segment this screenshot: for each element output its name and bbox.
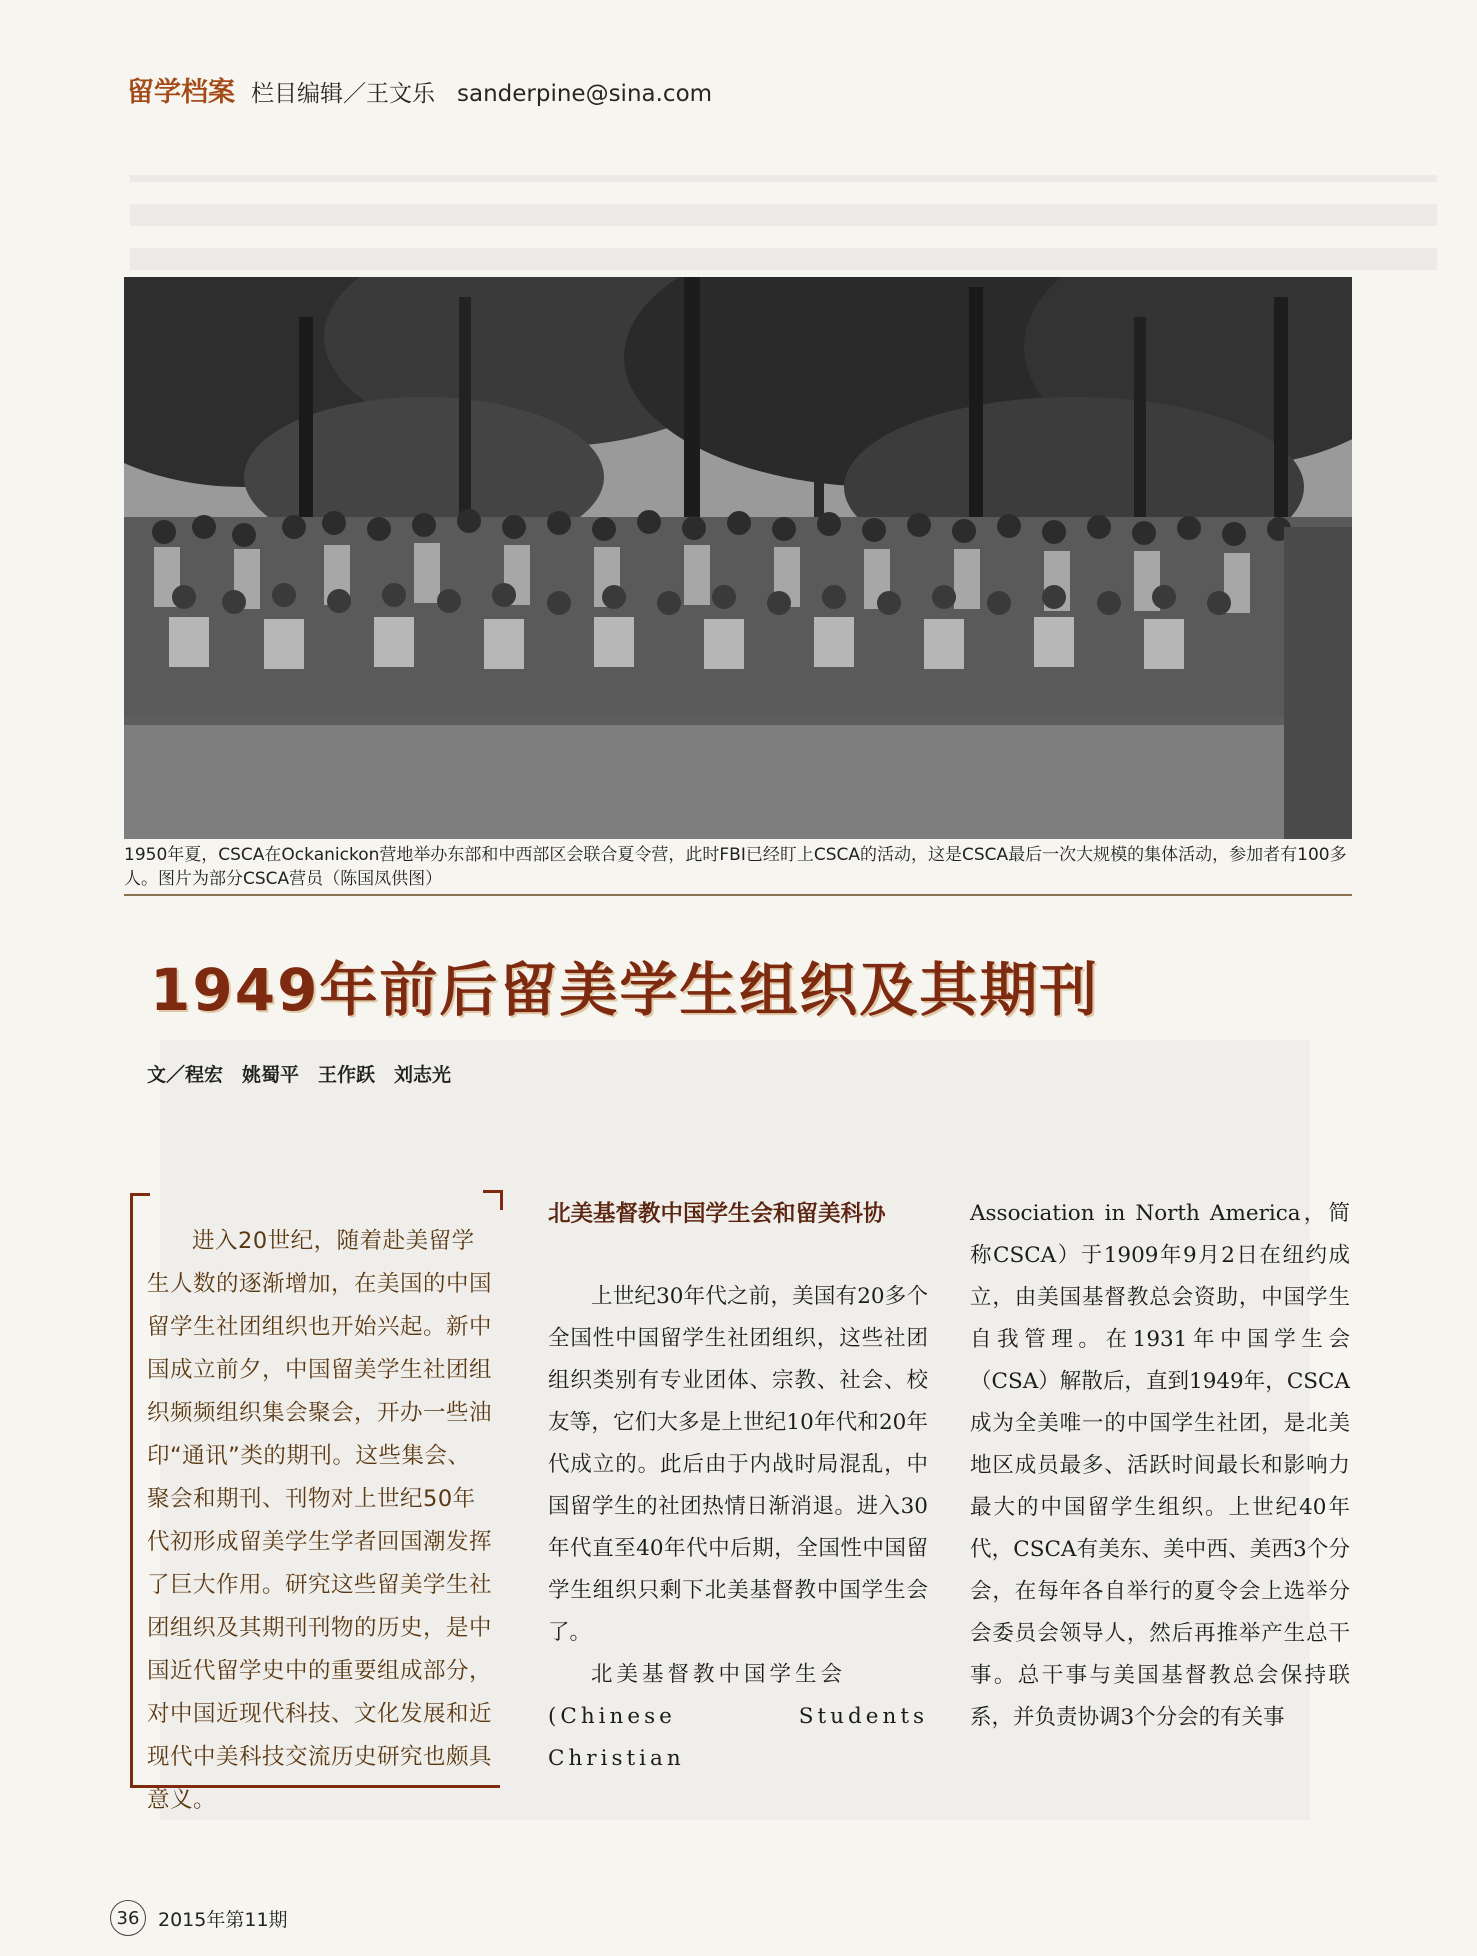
page-header [127, 70, 712, 114]
body-paragraph-lead: 北美基督教中国学生会 [591, 1662, 847, 1687]
body-column-1 [548, 1193, 928, 1780]
body-column-2 [970, 1193, 1350, 1739]
section-name: 留学档案 [127, 77, 235, 108]
issue-label: 2015年第11期 [158, 1908, 288, 1931]
abstract-corner [483, 1190, 503, 1210]
section-subheading: 北美基督教中国学生会和留美科协 [548, 1201, 886, 1227]
body-paragraph-continued: (Chinese Students Christian [548, 1704, 928, 1771]
abstract-text: 进入20世纪，随着赴美留学生人数的逐渐增加，在美国的中国留学生社团组织也开始兴起。新中国成立前夕，中国留美学生社团组织频频组织集会聚会，开办一些油印“通讯”类的期刊。这些集会、聚会和期刊、刊物对上世纪50年代初形成留美学生学者回国潮发挥了巨大作用。研究这些留美学生社团组织及其期刊刊物的历史，是中国近代留学史中的重要组成部分，对中国近现代科技、文化发展和近现代中美科技交流历史研究也颇具意义。 [147, 1228, 493, 1813]
body-paragraph: 上世纪30年代之前，美国有20多个全国性中国留学生社团组织，这些社团组织类别有专业团体、宗教、社会、校友等，它们大多是上世纪10年代和20年代成立的。此后由于内战时局混乱，中国留学生的社团热情日渐消退。进入30年代直至40年代中后期，全国性中国留学生组织只剩下北美基督教中国学生会了。 [548, 1284, 928, 1645]
body-paragraph: Association in North America，简称CSCA）于1909年9月2日在纽约成立，由美国基督教总会资助，中国学生自我管理。在1931年中国学生会（CSA）解散后，直到1949年，CSCA成为全美唯一的中国学生社团，是北美地区成员最多、活跃时间最长和影响力最大的中国留学生组织。上世纪40年代，CSCA有美东、美中西、美西3个分会，在每年各自举行的夏令会上选举分会委员会领导人，然后再推举产生总干事。总干事与美国基督教总会保持联系，并负责协调3个分会的有关事 [970, 1201, 1350, 1730]
article-authors: 文／程宏 姚蜀平 王作跃 刘志光 [147, 1064, 452, 1086]
caption-divider [124, 894, 1352, 896]
column-editor: 栏目编辑／王文乐 [251, 81, 435, 107]
page-number: 36 [110, 1900, 146, 1936]
editor-email: sanderpine@sina.com [457, 81, 713, 107]
photo-caption: 1950年夏，CSCA在Ockanickon营地举办东部和中西部区会联合夏令营，此时FBI已经盯上CSCA的活动，这是CSCA最后一次大规模的集体活动，参加者有100多人。图片为部分CSCA营员（陈国凤供图） [124, 845, 1347, 889]
article-title: 1949年前后留美学生组织及其期刊 [150, 956, 1100, 1024]
abstract-box [130, 1193, 500, 1813]
group-photo [124, 277, 1352, 839]
show-through-texture [130, 175, 1437, 270]
page-footer [110, 1900, 288, 1936]
